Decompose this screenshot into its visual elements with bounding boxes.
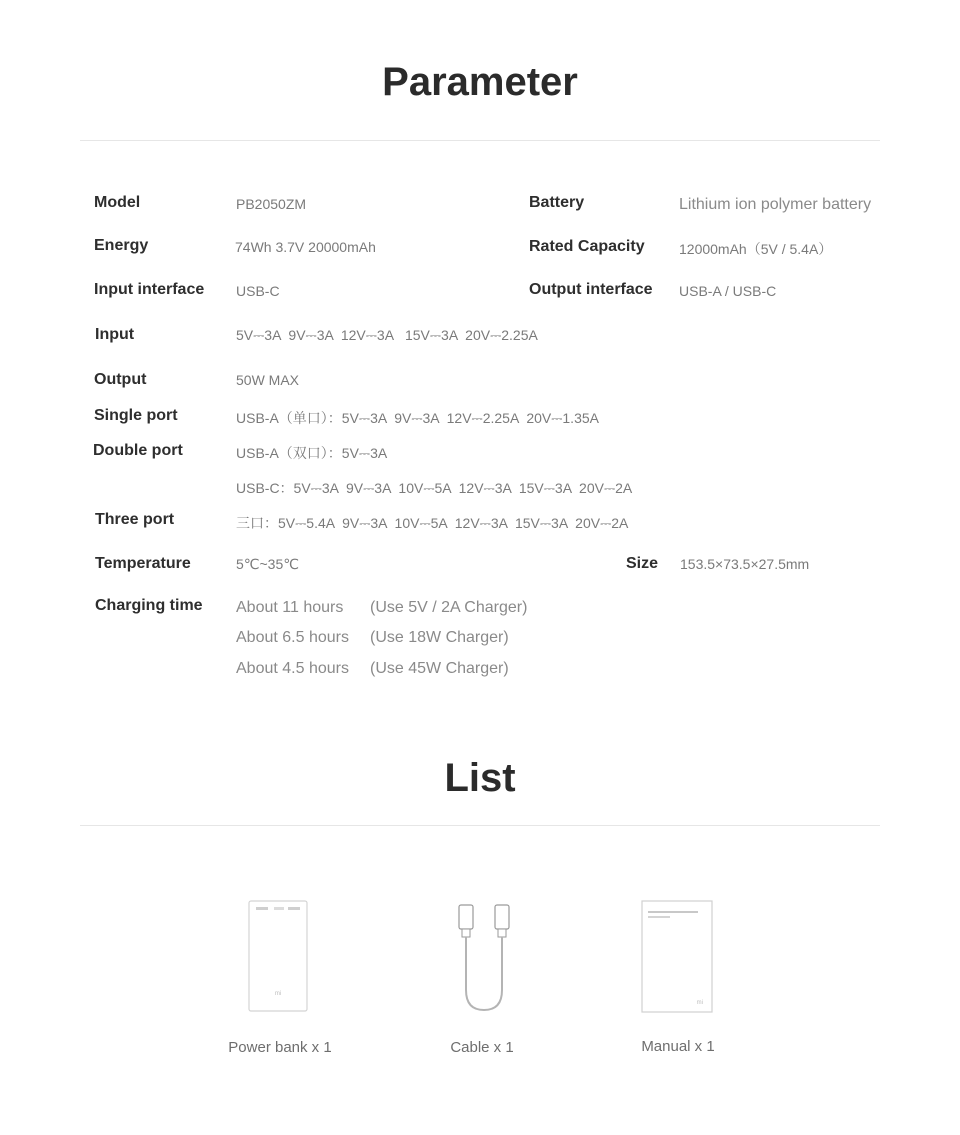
size-label: Size <box>626 555 659 572</box>
single-port-label: Single port <box>94 407 178 424</box>
list-heading: List <box>444 756 516 800</box>
parameter-divider <box>80 140 880 141</box>
output-label: Output <box>94 371 147 388</box>
input-label: Input <box>95 326 135 343</box>
battery-value: Lithium ion polymer battery <box>679 196 872 213</box>
rated-capacity-label: Rated Capacity <box>529 238 645 255</box>
power-bank-icon <box>248 900 308 1012</box>
list-item-caption: Cable x 1 <box>450 1039 514 1056</box>
charging-time-row <box>236 660 509 678</box>
parameter-heading: Parameter <box>382 60 578 104</box>
energy-value: 74Wh 3.7V 20000mAh <box>235 239 376 255</box>
temperature-label: Temperature <box>95 555 191 572</box>
rated-capacity-value: 12000mAh（5V / 5.4A） <box>679 241 833 257</box>
three-port-value: 三口：5V⎓5.4A 9V⎓3A 10V⎓5A 12V⎓3A 15V⎓3A 20V⎓2A <box>236 515 629 531</box>
list-divider <box>80 825 880 826</box>
size-value: 153.5×73.5×27.5mm <box>680 556 810 572</box>
list-item-manual <box>598 895 758 1065</box>
model-value: PB2050ZM <box>236 196 307 212</box>
output-interface-label: Output interface <box>529 281 653 298</box>
output-value: 50W MAX <box>236 372 300 388</box>
mi-logo: mi <box>274 991 282 997</box>
double-port-usba-value: USB-A（双口）：5V⎓3A <box>236 445 388 461</box>
charger-spec: (Use 5V / 2A Charger) <box>370 599 528 616</box>
single-port-value: USB-A（单口）：5V⎓3A 9V⎓3A 12V⎓2.25A 20V⎓1.35A <box>236 410 599 426</box>
three-port-label: Three port <box>95 511 175 528</box>
charging-time-row <box>236 629 509 647</box>
model-label: Model <box>94 194 141 211</box>
charging-duration: About 11 hours <box>236 599 344 616</box>
cable-icon <box>454 900 514 1015</box>
manual-icon <box>641 900 713 1013</box>
charging-time-label: Charging time <box>95 597 203 614</box>
temperature-value: 5℃~35℃ <box>236 556 299 572</box>
list-item-power-bank <box>200 895 360 1065</box>
charger-spec: (Use 45W Charger) <box>370 660 509 677</box>
input-interface-value: USB-C <box>236 283 280 299</box>
input-interface-label: Input interface <box>94 281 205 298</box>
battery-label: Battery <box>529 194 585 211</box>
list-item-cable <box>402 895 562 1065</box>
energy-label: Energy <box>94 237 149 254</box>
mi-logo: mi <box>696 1000 703 1006</box>
input-value: 5V⎓3A 9V⎓3A 12V⎓3A 15V⎓3A 20V⎓2.25A <box>236 327 538 343</box>
charger-spec: (Use 18W Charger) <box>370 629 509 646</box>
double-port-label: Double port <box>93 442 183 459</box>
output-interface-value: USB-A / USB-C <box>679 283 777 299</box>
charging-duration: About 6.5 hours <box>236 629 349 646</box>
list-item-caption: Power bank x 1 <box>228 1039 332 1056</box>
charging-duration: About 4.5 hours <box>236 660 349 677</box>
charging-time-row <box>236 599 527 617</box>
double-port-usbc-value: USB-C：5V⎓3A 9V⎓3A 10V⎓5A 12V⎓3A 15V⎓3A 20V⎓2A <box>236 480 633 496</box>
list-item-caption: Manual x 1 <box>641 1038 715 1055</box>
